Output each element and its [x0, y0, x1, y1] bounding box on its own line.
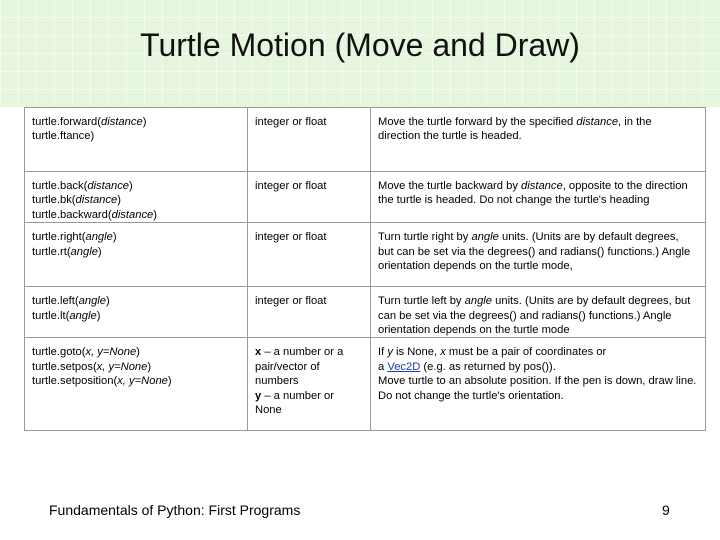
signature-line: turtle.left(angle) — [32, 295, 110, 308]
signature-cell — [25, 108, 248, 172]
description-cell: Move the turtle backward by distance, opposite to the direction the turtle is headed. Do not change the turtle's heading — [371, 172, 706, 223]
table-row-right — [25, 223, 706, 287]
footer-text: Fundamentals of Python: First Programs — [49, 502, 301, 518]
type-cell: integer or float — [248, 287, 371, 338]
slide-title: Turtle Motion (Move and Draw) — [140, 27, 580, 63]
table-row-goto — [25, 338, 706, 431]
signature-line: turtle.goto(x, y=None) — [32, 346, 140, 359]
description-cell: Turn turtle left by angle units. (Units are by default degrees, but can be set via the degrees() and radians() functions.) Angle orientation depends on the turtle mode — [371, 287, 706, 338]
type-cell — [248, 338, 371, 431]
signature-line: turtle.ftance) — [32, 130, 95, 143]
table-row-left — [25, 287, 706, 338]
page-number: 9 — [662, 502, 670, 518]
desc-line: a Vec2D (e.g. as returned by pos()). — [378, 360, 556, 373]
signature-line: turtle.right(angle) — [32, 231, 117, 244]
signature-line: turtle.back(distance) — [32, 180, 133, 192]
table-row-back — [25, 172, 706, 223]
desc-line: If y is None, x must be a pair of coordinates or — [378, 346, 607, 359]
signature-cell — [25, 287, 248, 338]
signature-line: turtle.setposition(x, y=None) — [32, 375, 172, 388]
type-cell: integer or float — [248, 223, 371, 287]
signature-line: turtle.lt(angle) — [32, 309, 101, 322]
type-cell: integer or float — [248, 172, 371, 223]
signature-cell — [25, 338, 248, 431]
description-cell: Turn turtle right by angle units. (Units are by default degrees, but can be set via the degrees() and radians() functions.) Angle orientation depends on the turtle mode, — [371, 223, 706, 287]
signature-cell — [25, 172, 248, 223]
description-cell — [371, 338, 706, 431]
turtle-motion-table — [24, 107, 706, 431]
param-x-desc: x – a number or a pair/vector of numbers — [255, 346, 344, 388]
signature-line: turtle.bk(distance) — [32, 194, 121, 207]
vec2d-link[interactable]: Vec2D — [387, 360, 421, 373]
table-row-forward — [25, 108, 706, 172]
type-cell: integer or float — [248, 108, 371, 172]
description-cell: Move the turtle forward by the specified distance, in the direction the turtle is headed. — [371, 108, 706, 172]
signature-cell — [25, 223, 248, 287]
signature-line: turtle.forward(distance) — [32, 116, 147, 128]
desc-line: Move turtle to an absolute position. If the pen is down, draw line. Do not change the turtle's orientation. — [378, 375, 697, 402]
signature-line: turtle.setpos(x, y=None) — [32, 360, 152, 373]
signature-line: turtle.backward(distance) — [32, 208, 157, 221]
signature-line: turtle.rt(angle) — [32, 245, 102, 258]
param-y-desc: y – a number or None — [255, 389, 334, 417]
